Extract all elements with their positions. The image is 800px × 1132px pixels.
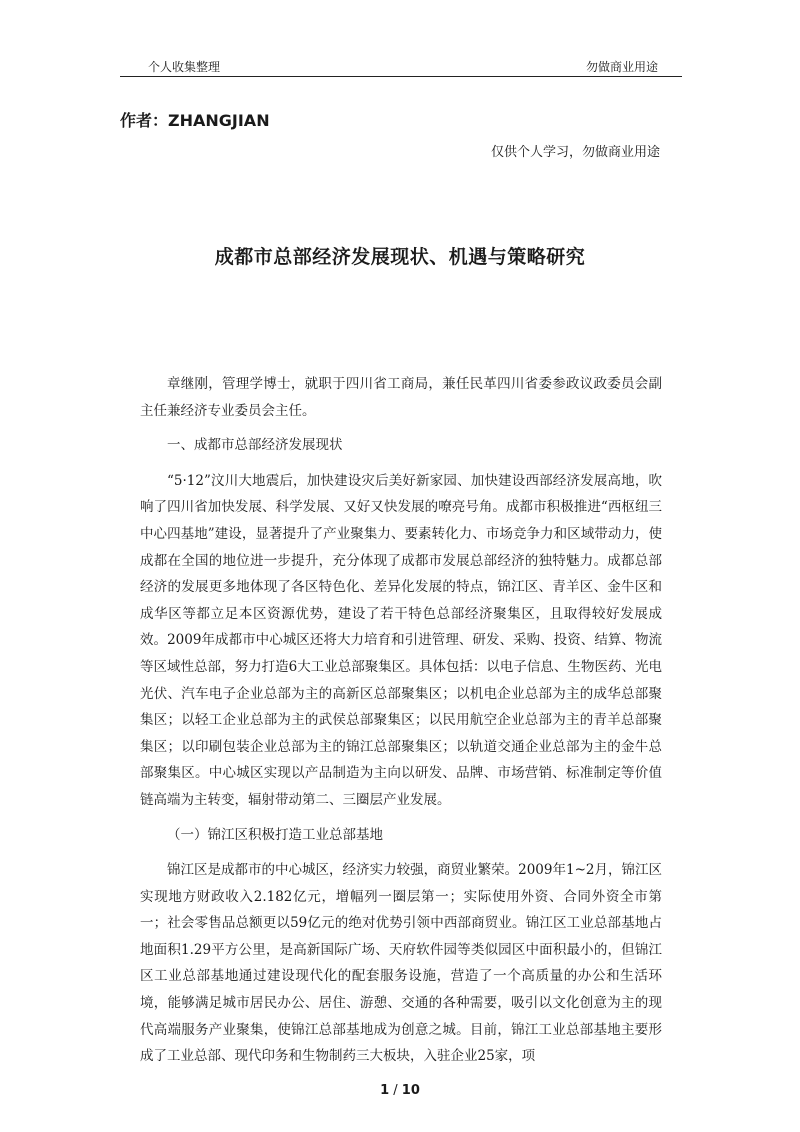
author-line: 作者：ZHANGJIAN	[120, 111, 270, 130]
header-left-text: 个人收集整理	[148, 60, 221, 74]
body-paragraph: 锦江区是成都市的中心城区，经济实力较强，商贸业繁荣。2009年1~2月，锦江区实现地方财政收入2.182亿元，增幅列一圈层第一；实际使用外资、合同外资全市第一；社会零售品总额更以59亿元的绝对优势引领中西部商贸业。锦江区工业总部基地占地面积1.29平方公里，是高新国际广场、天府软件园等类似园区中面积最小的，但锦江区工业总部基地通过建设现代化的配套服务设施，营造了一个高质量的办公和生活环境，能够满足城市居民办公、居住、游憩、交通的各种需要，吸引以文化创意为主的现代高端服务产业聚集，使锦江总部基地成为创意之城。目前，锦江工业总部基地主要形成了工业总部、现代印务和生物制药三大板块，入驻企业25家，项	[140, 862, 662, 1065]
section-heading: 一、成都市总部经济发展现状	[167, 437, 343, 454]
author-bio-paragraph: 章继刚，管理学博士，就职于四川省工商局，兼任民革四川省委参政议政委员会副主任兼经济专业委员会主任。	[140, 376, 662, 419]
page-header	[120, 56, 682, 77]
document-body	[140, 371, 662, 1078]
document-title: 成都市总部经济发展现状、机遇与策略研究	[214, 246, 586, 268]
subsection-heading: （一）锦江区积极打造工业总部基地	[167, 826, 383, 843]
body-paragraph: “5·12”汶川大地震后，加快建设灾后美好新家园、加快建设西部经济发展高地，吹响了四川省加快发展、科学发展、又好又快发展的嘹亮号角。成都市积极推进“西枢纽三中心四基地”建设，显著提升了产业聚集力、要素转化力、市场竞争力和区域带动力，使成都在全国的地位进一步提升，充分体现了成都市发展总部经济的独特魅力。成都总部经济的发展更多地体现了各区特色化、差异化发展的特点，锦江区、青羊区、金牛区和成华区等都立足本区资源优势，建设了若干特色总部经济聚集区，且取得较好发展成效。2009年成都市中心城区还将大力培育和引进管理、研发、采购、投资、结算、物流等区域性总部，努力打造6大工业总部聚集区。具体包括：以电子信息、生物医药、光电光伏、汽车电子企业总部为主的高新区总部聚集区；以机电企业总部为主的成华总部聚集区；以轻工企业总部为主的武侯总部聚集区；以民用航空企业总部为主的青羊总部聚集区；以印刷包装企业总部为主的锦江总部聚集区；以轨道交通企业总部为主的金牛总部聚集区。中心城区实现以产品制造为主向以研发、品牌、市场营销、标准制定等价值链高端为主转变，辐射带动第二、三圈层产业发展。	[140, 472, 662, 808]
disclaimer-text: 仅供个人学习，勿做商业用途	[490, 145, 660, 160]
page-total: 10	[401, 1083, 420, 1098]
page-separator: /	[393, 1083, 402, 1098]
page-footer	[0, 1083, 800, 1098]
header-right-text: 勿做商业用途	[585, 60, 658, 74]
page-number: 1	[380, 1083, 390, 1098]
